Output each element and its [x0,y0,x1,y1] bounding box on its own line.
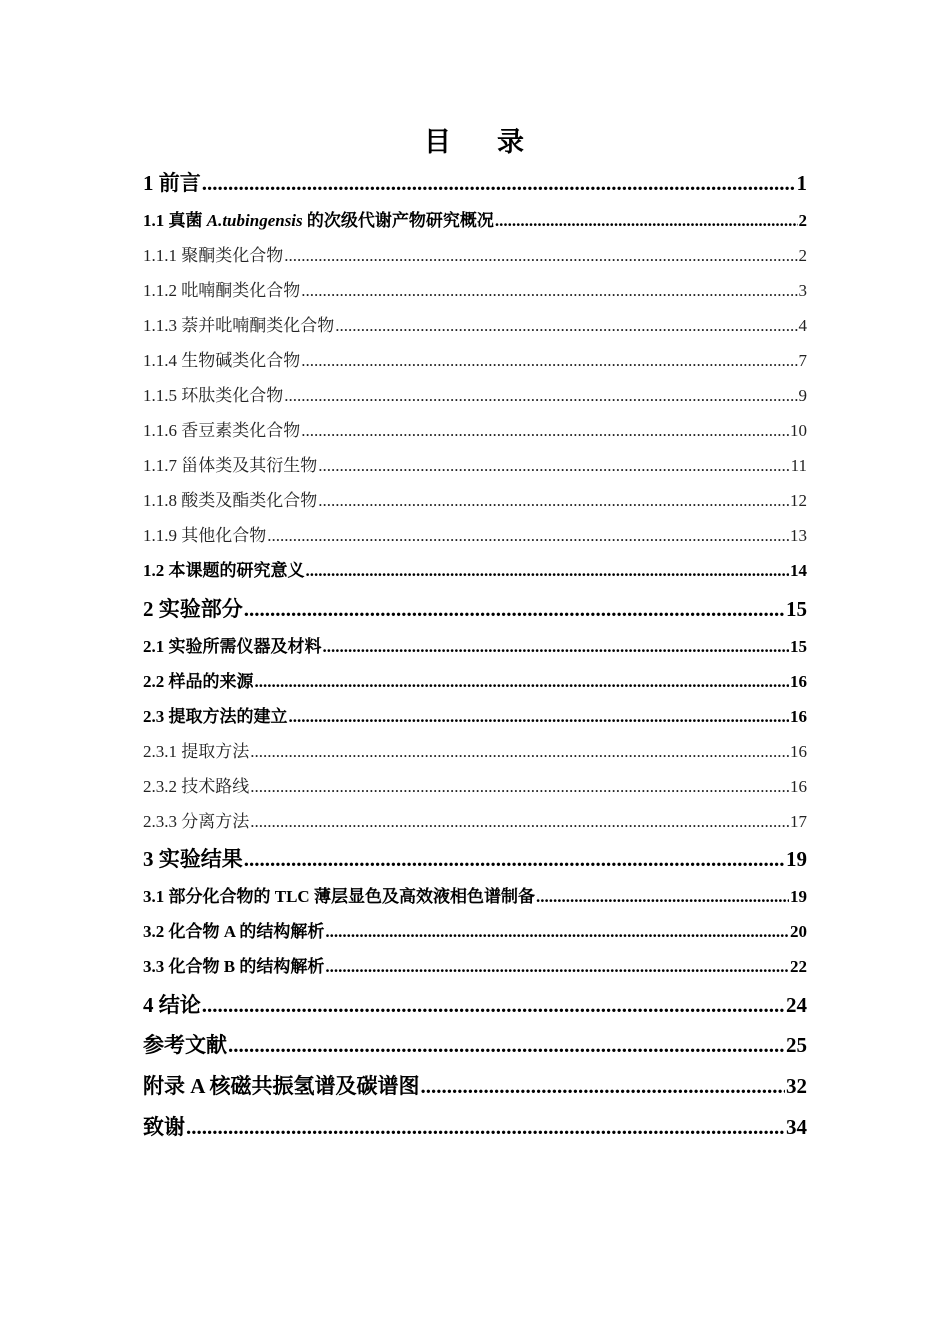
toc-title-part1: 目 [424,127,453,157]
toc-entry[interactable] [143,774,807,800]
toc-entry[interactable] [143,809,807,835]
toc-entry[interactable] [143,739,807,765]
toc-entry-page: 14 [790,561,807,580]
toc-entry-page: 24 [786,993,807,1017]
toc-entry-page: 16 [790,707,807,726]
toc-entry-page: 1 [796,171,807,195]
toc-entry[interactable] [143,418,807,444]
toc-entry[interactable] [143,990,807,1020]
toc-entry-label: 2.1 实验所需仪器及材料 [143,637,322,656]
toc-entry[interactable] [143,208,807,234]
toc-leader-dots [186,1112,785,1142]
toc-entry-label: 3 实验结果 [143,847,243,871]
toc-entry-page: 4 [798,316,807,335]
toc-entry-label: 1.1.9 其他化合物 [143,526,267,545]
toc-entry-label: 3.1 部分化合物的 TLC 薄层显色及高效液相色谱制备 [143,887,535,906]
toc-entry-page: 32 [786,1074,807,1098]
toc-entry-label: 1.1.6 香豆素类化合物 [143,421,301,440]
toc-entry-label: 2.3.2 技术路线 [143,777,250,796]
toc-entry[interactable] [143,1030,807,1060]
toc-entry-page: 3 [798,281,807,300]
toc-entry-page: 10 [790,421,807,440]
toc-entry[interactable] [143,884,807,910]
toc-entry[interactable] [143,919,807,945]
toc-title-part2: 录 [497,127,526,157]
toc-entry[interactable] [143,634,807,660]
toc-entry-page: 13 [790,526,807,545]
toc-leader-dots [228,1030,785,1060]
toc-leader-dots [306,558,790,584]
toc-leader-dots [323,634,790,660]
toc-entry-page: 2 [798,246,807,265]
toc-entry[interactable] [143,168,807,198]
toc-entry-page: 9 [798,386,807,405]
toc-entry-label: 3.3 化合物 B 的结构解析 [143,957,325,976]
toc-leader-dots [250,739,789,765]
toc-entry-label: 附录 A 核磁共振氢谱及碳谱图 [143,1074,420,1098]
toc-entry[interactable] [143,278,807,304]
toc-entry[interactable] [143,669,807,695]
toc-entry-label: 参考文献 [143,1033,227,1057]
toc-entry-label: 2 实验部分 [143,597,243,621]
toc-leader-dots [267,523,789,549]
toc-leader-dots [244,844,785,874]
toc-entry-label-part: 的次级代谢产物研究概况 [302,211,494,230]
toc-entry-page: 17 [790,812,807,831]
toc-entry-page: 12 [790,491,807,510]
toc-entry[interactable] [143,348,807,374]
toc-entry[interactable] [143,523,807,549]
toc-leader-dots [250,774,789,800]
toc-entry-page: 34 [786,1115,807,1139]
toc-entry-page: 16 [790,672,807,691]
toc-entry-label [143,208,494,234]
toc-entry-label: 1.1.7 甾体类及其衍生物 [143,456,318,475]
toc-leader-dots [284,243,797,269]
toc-entry[interactable] [143,313,807,339]
toc-title [0,122,950,162]
toc-entry-label-italic: A.tubingensis [206,211,303,230]
toc-entry[interactable] [143,453,807,479]
toc-leader-dots [301,348,797,374]
toc-entry[interactable] [143,558,807,584]
toc-leader-dots [335,313,797,339]
toc-leader-dots [202,168,796,198]
toc-entry[interactable] [143,488,807,514]
toc-entry-page: 19 [790,887,807,906]
toc-entry[interactable] [143,594,807,624]
toc-entry-page: 15 [786,597,807,621]
toc-leader-dots [421,1071,785,1101]
toc-entry-label: 4 结论 [143,993,201,1017]
toc-leader-dots [318,488,789,514]
toc-entry-page: 2 [798,211,807,230]
toc-entry-label: 1.1.1 聚酮类化合物 [143,246,284,265]
toc-entry-page: 22 [790,957,807,976]
toc-entry-label: 1.2 本课题的研究意义 [143,561,305,580]
toc-leader-dots [289,704,790,730]
toc-entry-label: 致谢 [143,1115,185,1139]
toc-entry[interactable] [143,383,807,409]
toc-leader-dots [244,594,785,624]
toc-entry-label: 2.3.1 提取方法 [143,742,250,761]
toc-leader-dots [318,453,789,479]
toc-leader-dots [301,418,789,444]
toc-entry-label-part: 1.1 真菌 [143,211,207,230]
toc-entry-page: 11 [790,456,807,475]
toc-entry-label: 1.1.5 环肽类化合物 [143,386,284,405]
toc-entry[interactable] [143,704,807,730]
toc-leader-dots [255,669,790,695]
toc-entry-page: 16 [790,777,807,796]
toc-entry[interactable] [143,1071,807,1101]
toc-leader-dots [536,884,789,910]
toc-entry-label: 2.2 样品的来源 [143,672,254,691]
toc-entry-label: 2.3 提取方法的建立 [143,707,288,726]
toc-entry-page: 15 [790,637,807,656]
toc-entry-label: 1 前言 [143,171,201,195]
toc-leader-dots [495,208,798,234]
toc-entry-page: 16 [790,742,807,761]
toc-leader-dots [202,990,785,1020]
toc-leader-dots [325,954,789,980]
toc-entry[interactable] [143,954,807,980]
toc-entry-label: 3.2 化合物 A 的结构解析 [143,922,325,941]
toc-leader-dots [301,278,797,304]
toc-entry[interactable] [143,243,807,269]
toc-entry[interactable] [143,844,807,874]
toc-entry-label: 1.1.2 吡喃酮类化合物 [143,281,301,300]
toc-entry-label: 1.1.4 生物碱类化合物 [143,351,301,370]
toc-entry-label: 2.3.3 分离方法 [143,812,250,831]
toc-entry-page: 20 [790,922,807,941]
toc-entry[interactable] [143,1112,807,1142]
toc-entry-label: 1.1.8 酸类及酯类化合物 [143,491,318,510]
toc-entry-page: 7 [798,351,807,370]
toc-entry-label: 1.1.3 萘并吡喃酮类化合物 [143,316,335,335]
toc-leader-dots [284,383,797,409]
toc-entry-page: 19 [786,847,807,871]
toc-entry-page: 25 [786,1033,807,1057]
toc-leader-dots [325,919,789,945]
toc-leader-dots [250,809,789,835]
